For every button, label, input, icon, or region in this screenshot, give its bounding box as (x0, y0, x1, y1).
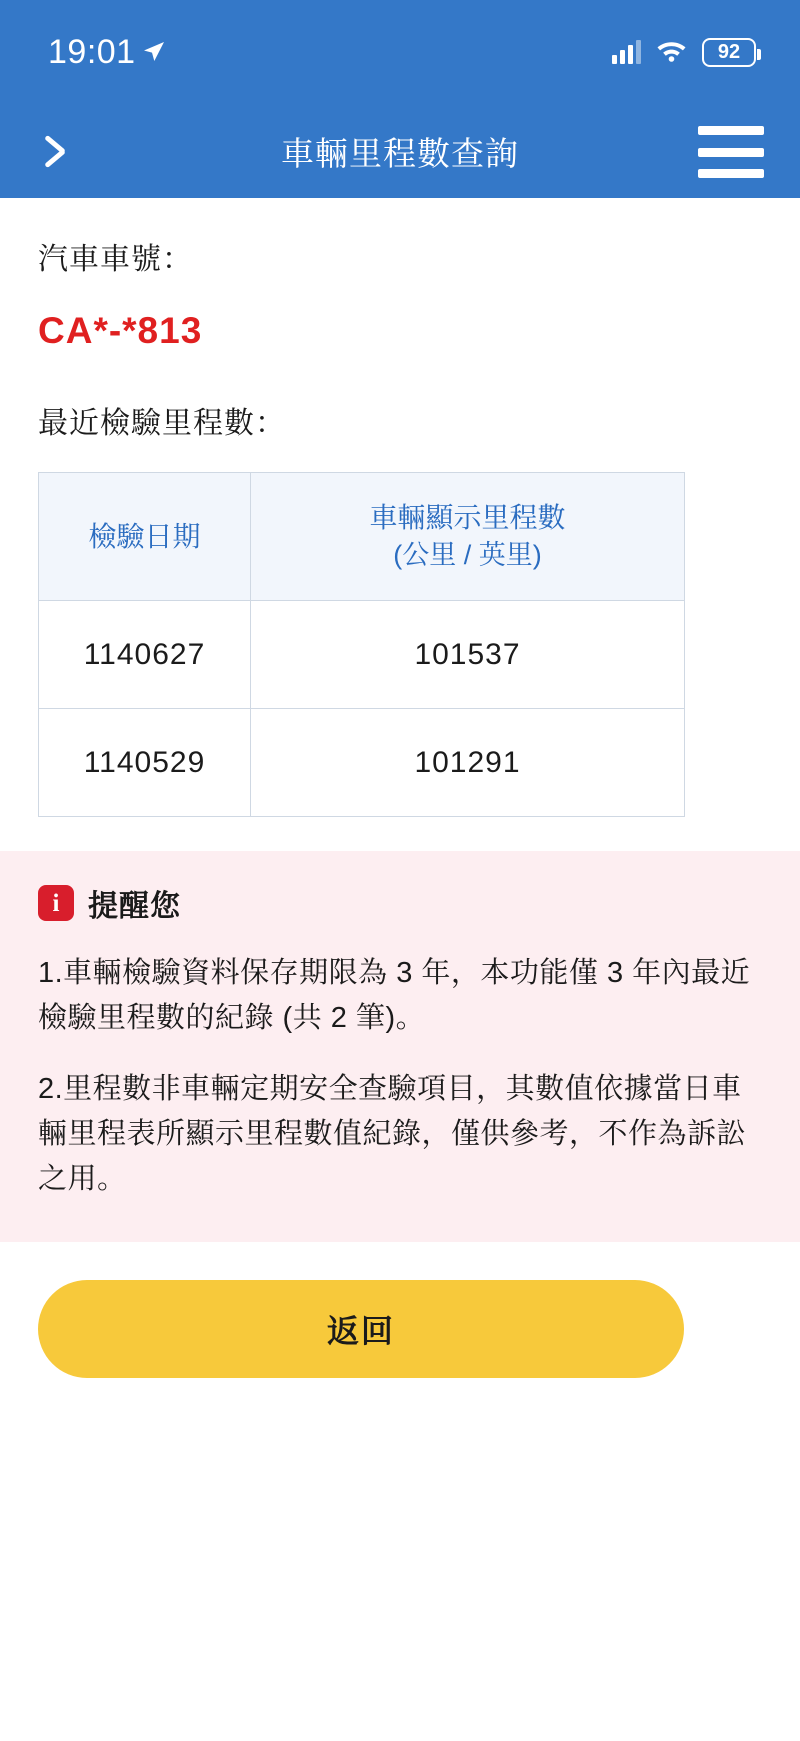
cell-inspection-date: 1140627 (39, 601, 251, 709)
page-title: 車輛里程數查詢 (281, 134, 519, 172)
nav-bar (0, 104, 800, 198)
info-icon: i (38, 885, 74, 921)
cell-inspection-date: 1140529 (39, 709, 251, 817)
notice-title: 提醒您 (88, 890, 181, 923)
hamburger-menu-icon[interactable] (698, 126, 764, 178)
main-content (0, 234, 800, 817)
recent-inspection-label: 最近檢驗里程數： (38, 407, 286, 440)
notice-header (38, 881, 762, 925)
return-button[interactable]: 返回 (38, 1280, 684, 1378)
column-header-mileage (251, 473, 685, 601)
table-header-row (39, 473, 685, 601)
table-row (39, 709, 685, 817)
notice-item: 2.里程數非車輛定期安全查驗項目，其數值依據當日車輛里程表所顯示里程數值紀錄，僅供參考，不作為訴訟之用。 (38, 1072, 747, 1195)
cellular-signal-icon (612, 40, 641, 64)
status-time: 19:01 (48, 32, 136, 71)
notice-panel (0, 851, 800, 1242)
status-bar (0, 0, 800, 104)
battery-percent: 92 (717, 41, 741, 63)
column-header-mileage-unit: (公里 / 英里) (393, 540, 542, 571)
wifi-icon (655, 38, 688, 67)
action-area (0, 1242, 800, 1378)
battery-indicator (702, 38, 756, 67)
status-bar-right (612, 38, 756, 67)
cell-mileage: 101291 (251, 709, 685, 817)
location-arrow-icon (142, 40, 166, 64)
cell-mileage: 101537 (251, 601, 685, 709)
column-header-date: 檢驗日期 (39, 473, 251, 601)
plate-value: CA*-*813 (38, 310, 203, 351)
notice-item: 1.車輛檢驗資料保存期限為 3 年，本功能僅 3 年內最近檢驗里程數的紀錄 (共 2 筆)。 (38, 957, 751, 1034)
mileage-table (38, 472, 685, 817)
status-bar-left (48, 33, 166, 72)
table-row (39, 601, 685, 709)
plate-label: 汽車車號： (38, 243, 193, 276)
column-header-mileage-main: 車輛顯示里程數 (369, 502, 566, 534)
